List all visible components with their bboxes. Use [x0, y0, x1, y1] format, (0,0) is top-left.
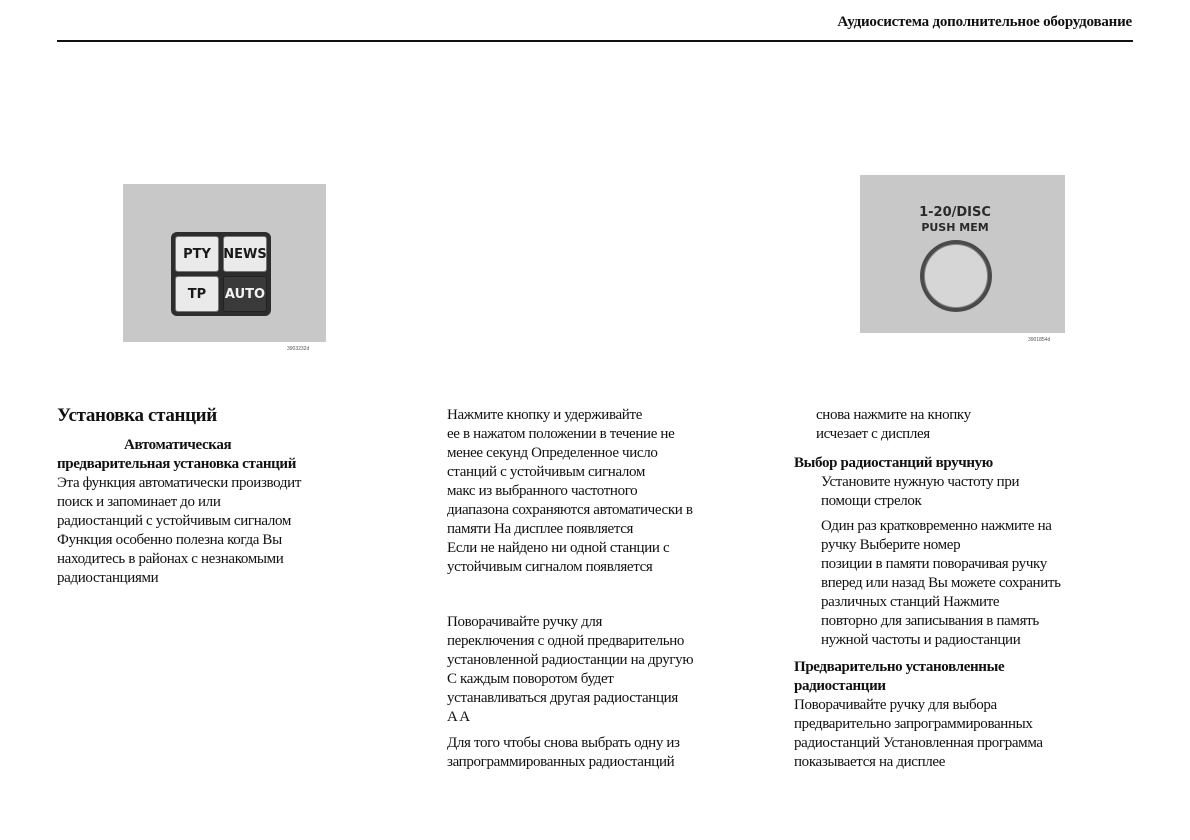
body-line: устанавливаться другая радиостанция: [447, 690, 678, 706]
body-line: предварительно запрограммированных: [794, 716, 1033, 732]
tp-button: TP: [175, 276, 219, 312]
header-rule: [57, 40, 1133, 42]
heading-presets-line1: Предварительно установленные: [794, 659, 1005, 675]
auto-button: AUTO: [223, 276, 267, 312]
heading-presets-line2: радиостанции: [794, 678, 886, 694]
knob-face: [924, 244, 988, 308]
body-line: Эта функция автоматически производит: [57, 475, 302, 491]
column-2: [447, 406, 777, 772]
figure-code: 3903232d: [287, 346, 310, 352]
memory-knob: [920, 240, 992, 312]
body-line: поиск и запоминает до или: [57, 494, 221, 510]
body-line: станций с устойчивым сигналом: [447, 464, 646, 480]
col3-paragraph-2: [794, 473, 1139, 511]
body-line: Если не найдено ни одной станции с: [447, 540, 670, 556]
body-line: радиостанций с устойчивым сигналом: [57, 513, 291, 529]
knob-label-line2: PUSH MEM: [921, 221, 989, 234]
body-line: нужной частоты и радиостанции: [821, 632, 1021, 648]
body-line: переключения с одной предварительно: [447, 633, 685, 649]
body-line: исчезает с дисплея: [816, 426, 930, 442]
body-line: макс из выбранного частотного: [447, 483, 638, 499]
col2-paragraph-3: [447, 734, 777, 772]
button-cluster: [171, 232, 271, 316]
body-line: памяти На дисплее появляется: [447, 521, 634, 537]
body-line: вперед или назад Вы можете сохранить: [821, 575, 1061, 591]
knob-label-line1: 1-20/DISC: [919, 205, 991, 220]
body-line: радиостанциями: [57, 570, 159, 586]
col3-paragraph-1: [794, 406, 1139, 444]
section-title: Установка станций: [57, 405, 217, 426]
body-line: A A: [447, 709, 470, 725]
body-line: ручку Выберите номер: [821, 537, 961, 553]
news-button: NEWS: [223, 236, 267, 272]
body-line: показывается на дисплее: [794, 754, 946, 770]
body-line: С каждым поворотом будет: [447, 671, 614, 687]
body-line: диапазона сохраняются автоматически в: [447, 502, 693, 518]
figure-preset-buttons: [123, 184, 333, 354]
body-line: устойчивым сигналом появляется: [447, 559, 653, 575]
body-line: Поворачивайте ручку для: [447, 614, 603, 630]
body-line: помощи стрелок: [821, 493, 922, 509]
col2-paragraph-2: [447, 613, 777, 727]
body-line: установленной радиостанции на другую: [447, 652, 694, 668]
body-line: снова нажмите на кнопку: [816, 407, 971, 423]
column-1: [57, 404, 387, 588]
header-title: Аудиосистема дополнительное оборудование: [837, 14, 1132, 30]
col3-paragraph-4: [794, 696, 1139, 772]
col2-paragraph-1: [447, 406, 777, 577]
body-line: различных станций Нажмите: [821, 594, 1000, 610]
body-line: Функция особенно полезна когда Вы: [57, 532, 282, 548]
body-line: радиостанций Установленная программа: [794, 735, 1043, 751]
body-line: позиции в памяти поворачивая ручку: [821, 556, 1047, 572]
figure-memory-knob: [860, 175, 1070, 347]
figure-code: 3901854d: [1028, 337, 1051, 343]
body-line: Один раз кратковременно нажмите на: [821, 518, 1052, 534]
body-line: повторно для записывания в память: [821, 613, 1039, 629]
col1-body: [57, 474, 387, 588]
body-line: Для того чтобы снова выбрать одну из: [447, 735, 680, 751]
body-line: Поворачивайте ручку для выбора: [794, 697, 997, 713]
subsection-title-line1: Автоматическая: [124, 437, 232, 453]
body-line: Установите нужную частоту при: [821, 474, 1020, 490]
column-3: [794, 406, 1139, 772]
page-header: [0, 0, 1190, 42]
body-line: запрограммированных радиостанций: [447, 754, 675, 770]
heading-manual-tuning: Выбор радиостанций вручную: [794, 455, 993, 471]
body-line: находитесь в районах с незнакомыми: [57, 551, 284, 567]
pty-button: PTY: [175, 236, 219, 272]
body-line: менее секунд Определенное число: [447, 445, 658, 461]
col3-paragraph-3: [794, 517, 1139, 650]
body-line: Нажмите кнопку и удерживайте: [447, 407, 643, 423]
subsection-title-line2: предварительная установка станций: [57, 456, 297, 472]
body-line: ее в нажатом положении в течение не: [447, 426, 675, 442]
